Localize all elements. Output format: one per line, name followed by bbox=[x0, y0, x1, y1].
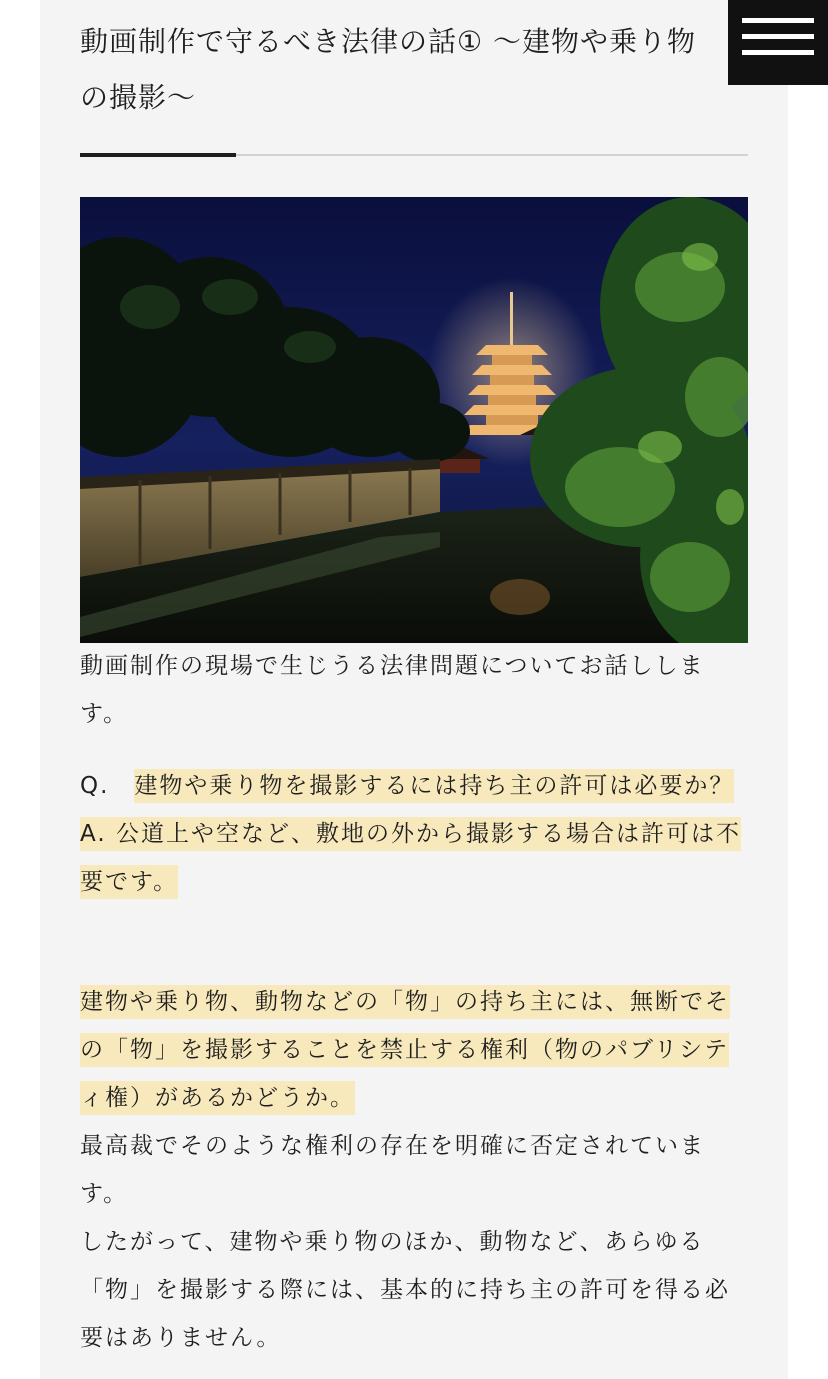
qa-block bbox=[80, 762, 748, 906]
hamburger-menu-icon-bar-top bbox=[742, 18, 814, 23]
article-title-line-1: 動画制作で守るべき法律の話① 〜建物や乗り物 bbox=[80, 25, 697, 58]
article-title bbox=[80, 14, 760, 126]
hamburger-menu-icon-bar-middle bbox=[742, 34, 814, 39]
hero-image-pagoda bbox=[80, 197, 748, 643]
intro-paragraph: 動画制作の現場で生じうる法律問題についてお話しします。 bbox=[80, 653, 705, 727]
publicity-rights-paragraph bbox=[80, 978, 748, 1122]
conclusion-paragraph: したがって、建物や乗り物のほか、動物など、あらゆる「物」を撮影する際には、基本的に持ち主の許可を得る必要はありません。 bbox=[80, 1229, 730, 1351]
supreme-court-paragraph: 最高裁でそのような権利の存在を明確に否定されています。 bbox=[80, 1133, 705, 1207]
publicity-rights-text: 建物や乗り物、動物などの「物」の持ち主には、無断でその「物」を撮影することを禁止する権利（物のパブリシティ権）があるかどうか。 bbox=[80, 985, 730, 1115]
menu-button[interactable] bbox=[728, 0, 828, 85]
article-title-line-2: の撮影〜 bbox=[80, 81, 197, 114]
question-row bbox=[80, 762, 748, 810]
answer-text: A. 公道上や空など、敷地の外から撮影する場合は許可は不要です。 bbox=[80, 817, 741, 899]
answer-row bbox=[80, 810, 748, 906]
hamburger-menu-icon-bar-bottom bbox=[742, 50, 814, 55]
question-prefix: Q. bbox=[80, 773, 110, 799]
question-text: 建物や乗り物を撮影するには持ち主の許可は必要か？ bbox=[134, 769, 734, 803]
pagoda-night-photo bbox=[80, 197, 748, 643]
title-divider-accent bbox=[80, 153, 236, 157]
